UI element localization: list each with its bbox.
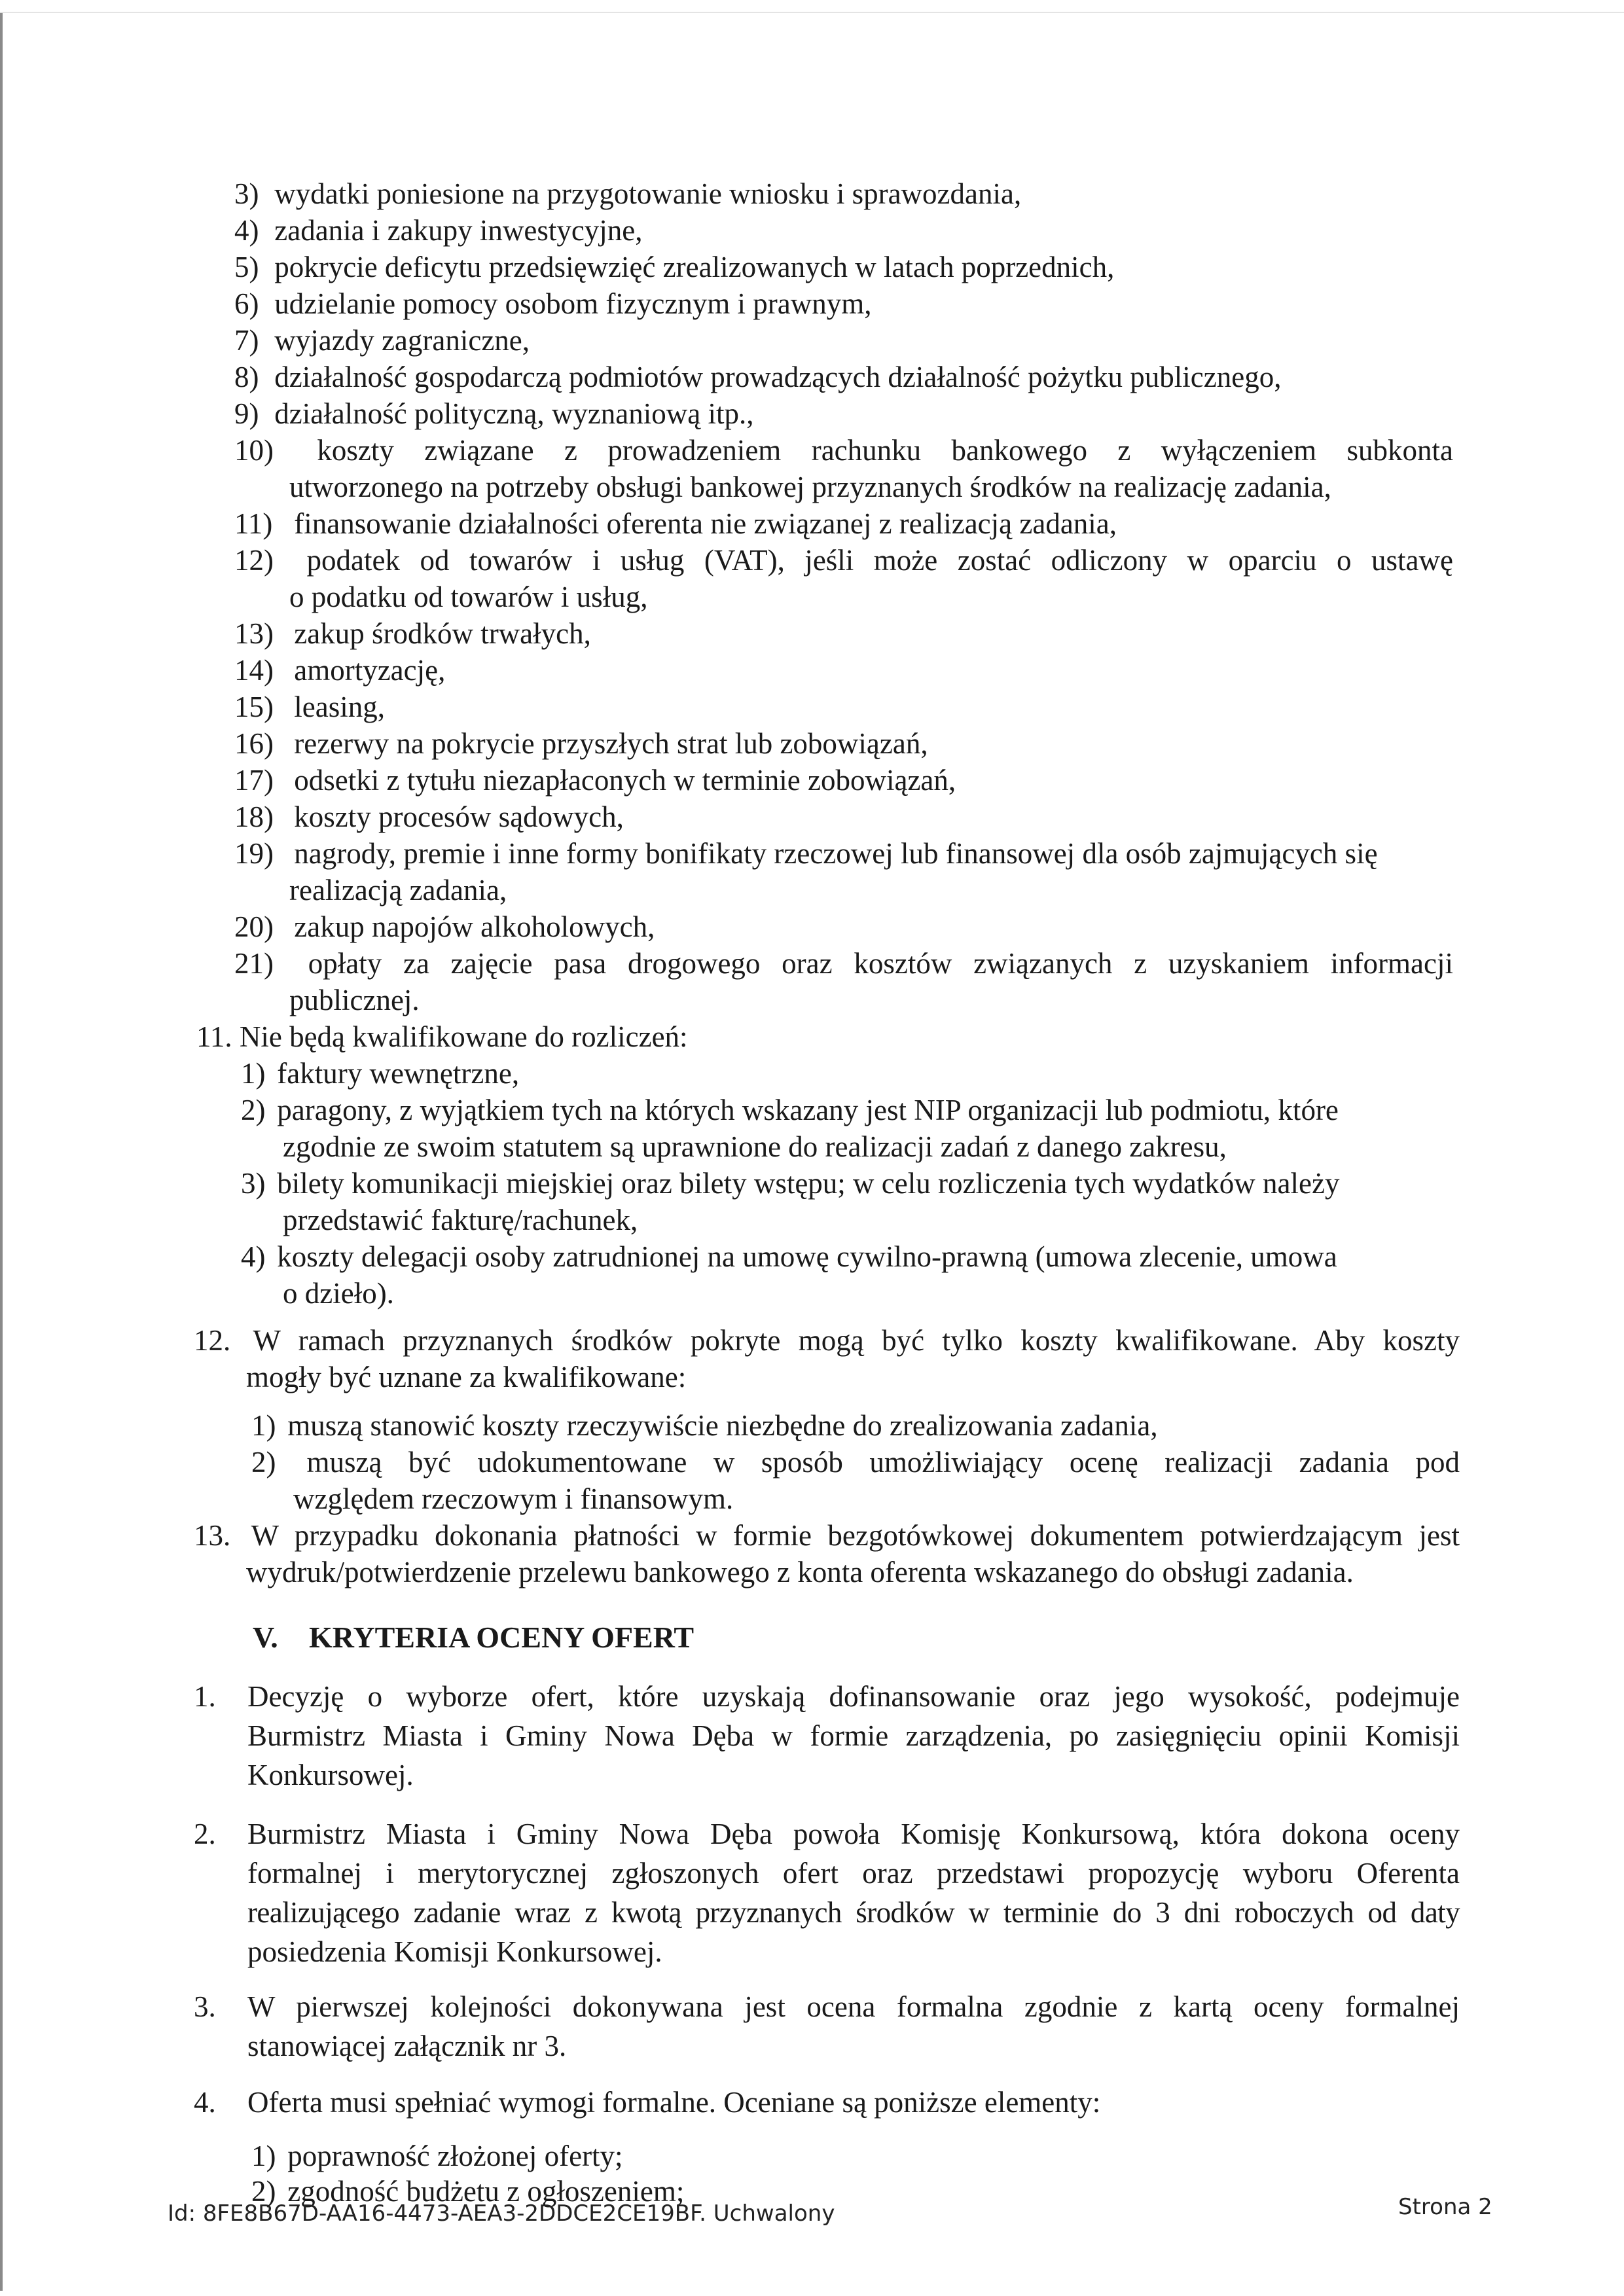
list-item-continuation: o podatku od towarów i usług,	[289, 581, 648, 613]
point-line: Burmistrz Miasta i Gminy Nowa Dęba powoła Komisję Konkursową, która dokona oceny	[247, 1818, 1460, 1850]
list-item: 3) bilety komunikacji miejskiej oraz bilety wstępu; w celu rozliczenia tych wydatków należy	[241, 1167, 1340, 1200]
list-item: 19) nagrody, premie i inne formy bonifikaty rzeczowej lub finansowej dla osób zajmujących się	[234, 837, 1378, 870]
list-item: 13) zakup środków trwałych,	[234, 617, 591, 650]
list-item: 16) rezerwy na pokrycie przyszłych strat lub zobowiązań,	[234, 727, 928, 760]
point-number: 4.	[194, 2086, 216, 2119]
list-item: 2) paragony, z wyjątkiem tych na których wskazany jest NIP organizacji lub podmiotu, które	[241, 1094, 1339, 1126]
list-item: 1) muszą stanowić koszty rzeczywiście niezbędne do zrealizowania zadania,	[251, 1409, 1158, 1442]
list-item: 11) finansowanie działalności oferenta nie związanej z realizacją zadania,	[234, 507, 1117, 540]
list-item: 15) leasing,	[234, 691, 385, 723]
list-item: 6) udzielanie pomocy osobom fizycznym i prawnym,	[234, 287, 872, 320]
list-item: 4) zadania i zakupy inwestycyjne,	[234, 214, 643, 247]
point-line: W pierwszej kolejności dokonywana jest ocena formalna zgodnie z kartą oceny formalnej	[247, 1990, 1460, 2023]
list-item: 21) opłaty za zajęcie pasa drogowego oraz kosztów związanych z uzyskaniem informacji	[234, 947, 1453, 980]
point-number: 2.	[194, 1818, 216, 1850]
list-item: 10) koszty związane z prowadzeniem rachunku bankowego z wyłączeniem subkonta	[234, 434, 1454, 467]
point-12-continuation: mogły być uznane za kwalifikowane:	[246, 1361, 687, 1393]
list-item: 18) koszty procesów sądowych,	[234, 800, 624, 833]
section-v-heading: V. KRYTERIA OCENY OFERT	[253, 1621, 695, 1654]
list-item: 9) działalność polityczną, wyznaniową itp.,	[234, 397, 754, 430]
list-item: 8) działalność gospodarczą podmiotów prowadzących działalność pożytku publicznego,	[234, 361, 1282, 393]
point-line: formalnej i merytorycznej zgłoszonych ofert oraz przedstawi propozycję wyboru Oferenta	[247, 1857, 1460, 1890]
point-line: Decyzję o wyborze ofert, które uzyskają dofinansowanie oraz jego wysokość, podejmuje	[247, 1680, 1460, 1713]
list-item: 2) muszą być udokumentowane w sposób umożliwiający ocenę realizacji zadania pod	[251, 1446, 1460, 1479]
point-line: posiedzenia Komisji Konkursowej.	[247, 1935, 662, 1968]
list-item: 14) amortyzację,	[234, 654, 446, 687]
point-13-text: 13. W przypadku dokonania płatności w formie bezgotówkowej dokumentem potwierdzającym jest	[194, 1519, 1460, 1552]
list-item-continuation: o dzieło).	[283, 1277, 394, 1310]
point-12-text: 12. W ramach przyznanych środków pokryte mogą być tylko koszty kwalifikowane. Aby koszty	[194, 1324, 1460, 1357]
list-item-continuation: realizacją zadania,	[289, 874, 507, 906]
point-line: Konkursowej.	[247, 1759, 414, 1791]
point-number: 3.	[194, 1990, 216, 2023]
list-item: 7) wyjazdy zagraniczne,	[234, 324, 530, 357]
point-line: stanowiącej załącznik nr 3.	[247, 2030, 567, 2062]
list-item: 2) zgodność budżetu z ogłoszeniem;	[251, 2175, 685, 2208]
list-item-continuation: przedstawić fakturę/rachunek,	[283, 1204, 638, 1236]
point-13-continuation: wydruk/potwierdzenie przelewu bankowego z konta oferenta wskazanego do obsługi zadania.	[246, 1556, 1354, 1588]
point-line: Oferta musi spełniać wymogi formalne. Oceniane są poniższe elementy:	[247, 2086, 1101, 2119]
point-number: 1.	[194, 1680, 216, 1713]
list-item-continuation: względem rzeczowym i finansowym.	[293, 1482, 734, 1515]
list-item-continuation: utworzonego na potrzeby obsługi bankowej przyznanych środków na realizację zadania,	[289, 471, 1331, 503]
list-item: 1) faktury wewnętrzne,	[241, 1057, 520, 1090]
page-number: Strona 2	[1398, 2194, 1492, 2220]
point-line: realizującego zadanie wraz z kwotą przyznanych środków w terminie do 3 dni roboczych od daty	[247, 1896, 1460, 1929]
list-item-continuation: publicznej.	[289, 984, 420, 1016]
list-item: 12) podatek od towarów i usług (VAT), jeśli może zostać odliczony w oparciu o ustawę	[234, 544, 1453, 577]
list-item: 20) zakup napojów alkoholowych,	[234, 910, 655, 943]
list-item: 1) poprawność złożonej oferty;	[251, 2140, 623, 2172]
point-11-heading: 11. Nie będą kwalifikowane do rozliczeń:	[196, 1020, 688, 1053]
document-id-footer: Id: 8FE8B67D-AA16-4473-AEA3-2DDCE2CE19BF. Uchwalony	[168, 2200, 835, 2227]
list-item: 3) wydatki poniesione na przygotowanie wniosku i sprawozdania,	[234, 177, 1022, 210]
list-item: 17) odsetki z tytułu niezapłaconych w terminie zobowiązań,	[234, 764, 956, 797]
list-item: 4) koszty delegacji osoby zatrudnionej na umowę cywilno-prawną (umowa zlecenie, umowa	[241, 1240, 1337, 1273]
point-line: Burmistrz Miasta i Gminy Nowa Dęba w formie zarządzenia, po zasięgnięciu opinii Komisji	[247, 1719, 1460, 1752]
list-item-continuation: zgodnie ze swoim statutem są uprawnione do realizacji zadań z danego zakresu,	[283, 1130, 1227, 1163]
list-item: 5) pokrycie deficytu przedsięwzięć zrealizowanych w latach poprzednich,	[234, 251, 1115, 283]
